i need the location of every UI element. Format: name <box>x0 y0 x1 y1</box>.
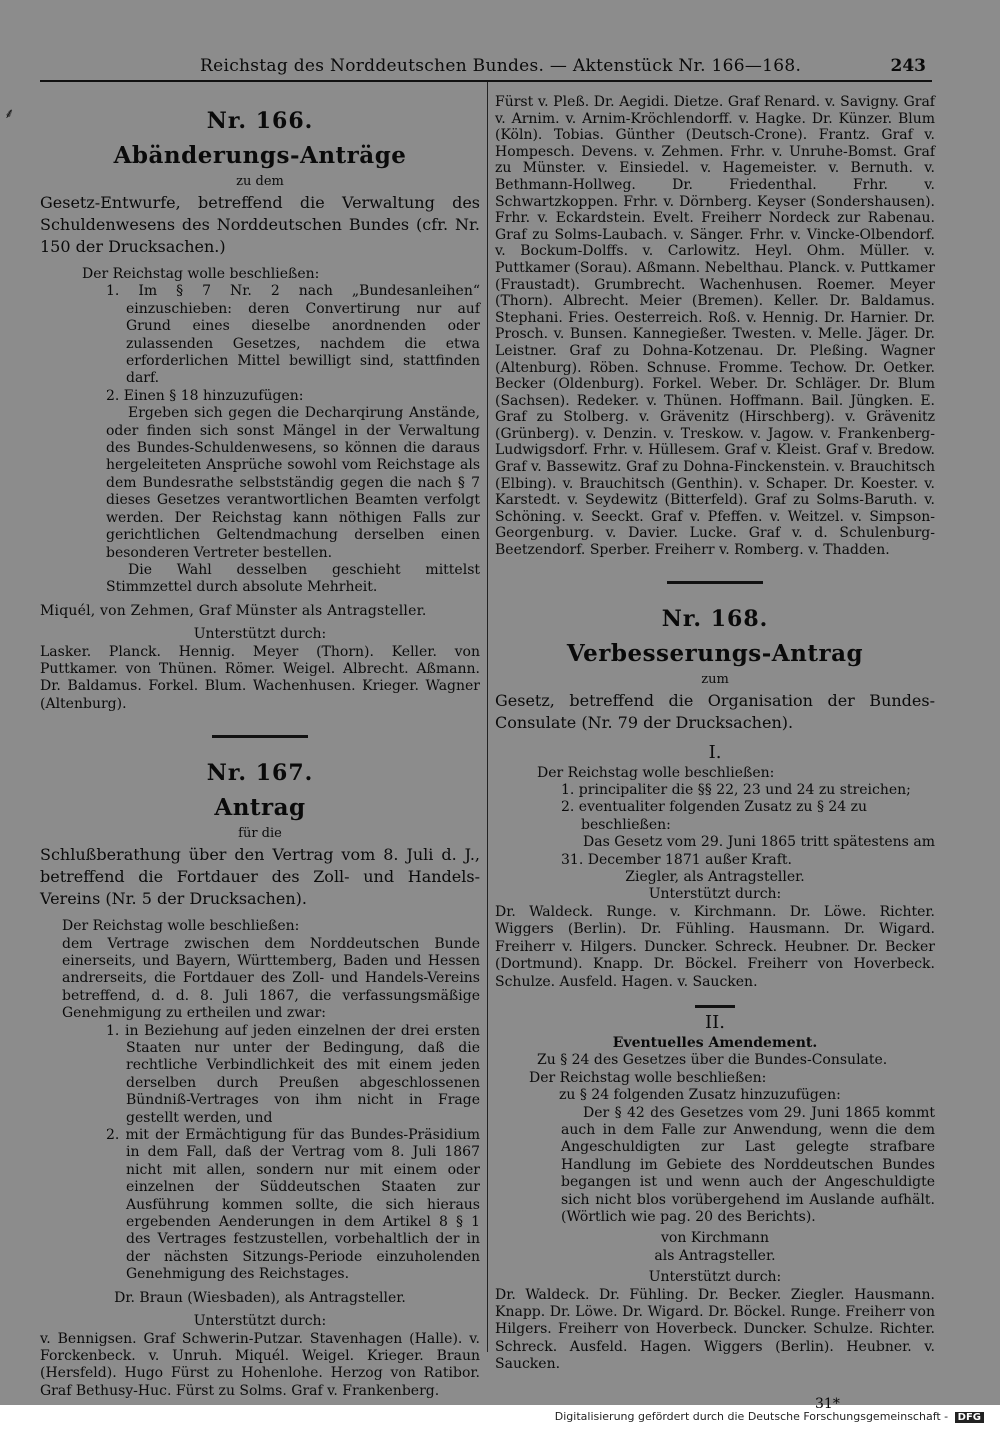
left-column <box>40 92 480 1400</box>
margin-mark-icon: ⸙ <box>4 106 15 122</box>
doc168-section-I: I. <box>708 741 722 763</box>
doc166-number: Nr. 166. <box>206 108 314 134</box>
doc166-subject: Gesetz-Entwurfe, betreffend die Verwaltung des Schuldenwesens des Norddeutschen Bundes (cfr. Nr. 150 der Drucksachen.) <box>40 193 480 256</box>
doc166-sub: zu dem <box>236 174 284 189</box>
dfg-logo: DFG <box>955 1412 984 1423</box>
doc167-supported-label: Unterstützt durch: <box>193 1313 327 1330</box>
doc167-body: dem Vertrage zwischen dem Norddeutschen Bunde einerseits, und Bayern, Württemberg, Baden und Hessen andrerseits, die Fortdauer des Zoll- und Handels-Vereins betreffend, d. d. 8. Juli 1867, die verfassungsmäßige Genehmigung zu ertheilen und zwar: <box>62 935 480 1022</box>
doc168-proposer-2b: als Antragsteller. <box>654 1247 776 1264</box>
doc166-paragraph: Ergeben sich gegen die Decharqirung Anstände, oder finden sich sonst Mängel in der Verwaltung des Bundes-Schuldenwesens, so können die daraus hergeleiteten Ansprüche sowohl vom Reichstage als dem Bundesrathe selbstständig gegen die nach § 7 dieses Gesetzes verantwortlichen Beamten verfolgt werden. Der Reichstag kann nöthigen Falls zur gerichtlichen Geltendmachung derselben einen besonderen Vertreter bestellen. <box>106 405 480 561</box>
doc167-subject: Schlußberathung über den Vertrag vom 8. Juli d. J., betreffend die Fortdauer des Zoll- und Handels-Vereins (Nr. 5 der Drucksachen). <box>40 845 480 909</box>
running-header <box>40 56 932 82</box>
doc168-number: Nr. 168. <box>661 605 769 632</box>
doc166-item-1: 1. Im § 7 Nr. 2 nach „Bundesanleihen“ einzuschieben: deren Convertirung nur auf Grund eines dieselbe anordnenden oder zulassenden Gesetzes, nachdem die etwa erforderlichen Mittel bewilligt sind, stattfinden darf. <box>106 283 480 387</box>
doc167-heading: Antrag <box>214 794 306 822</box>
doc167-item-2: 2. mit der Ermächtigung für das Bundes-Präsidium in dem Fall, daß der Vertrag vom 8. Juli 1867 nicht mit allen, sondern nur mit einem oder einzelnen der Süddeutschen Staaten zur Ausführung kommen sollte, die sich hieraus ergebenden Aenderungen in dem Artikel 8 § 1 des Vertrages festzustellen, vorbehaltlich der in der nächsten Sitzungs-Periode einzuholenden Genehmigung des Reichstages. <box>106 1127 480 1283</box>
doc168-item-2: 2. eventualiter folgenden Zusatz zu § 24 zu beschließen: <box>561 799 868 833</box>
doc168-supporters-2: Dr. Waldeck. Dr. Fühling. Dr. Becker. Ziegler. Hausmann. Knapp. Dr. Löwe. Dr. Wigard. Dr. Böckel. Runge. Freiherr von Hilgers. Freiherr von Hoverbeck. Duncker. Schulze. Richter. Schreck. Ausfeld. Hagen. Wiggers (Berlin). Heubner. v. Saucken. <box>495 1286 935 1373</box>
doc166-supported-label: Unterstützt durch: <box>193 626 327 643</box>
doc166-proposers: Miquél, von Zehmen, Graf Münster als Antragsteller. <box>40 602 427 619</box>
doc168-amendment-title: Eventuelles Amendement. <box>612 1034 818 1051</box>
doc166-intro: Der Reichstag wolle beschließen: <box>82 266 320 282</box>
doc166-supporters: Lasker. Planck. Hennig. Meyer (Thorn). Keller. von Puttkamer. von Thünen. Römer. Weigel. Albrecht. Aßmann. Dr. Baldamus. Forkel. Blum. Wachenhusen. Krieger. Wagner (Altenburg). <box>40 643 480 712</box>
doc167-item-1: 1. in Beziehung auf jeden einzelnen der drei ersten Staaten nur unter der Bedingung, daß die rechtliche Verbindlichkeit des mit einem jeden derselben durch Preußen abgeschlossenen Bündniß-Vertrages von ihm nicht in Frage gestellt werden, und <box>106 1022 480 1126</box>
doc168-supported-label-2: Unterstützt durch: <box>648 1269 782 1286</box>
doc168-item-1: 1. principaliter die §§ 22, 23 und 24 zu streichen; <box>561 782 911 799</box>
doc166-heading: Abänderungs-Anträge <box>113 142 407 169</box>
header-title: Reichstag des Norddeutschen Bundes. — Aktenstück Nr. 166—168. <box>200 56 802 76</box>
doc168-intro-2: Der Reichstag wolle beschließen: <box>529 1069 767 1086</box>
right-column <box>495 94 935 1412</box>
doc168-supporters: Dr. Waldeck. Runge. v. Kirchmann. Dr. Löwe. Richter. Wiggers (Berlin). Dr. Fühling. Hausmann. Dr. Wigard. Freiherr v. Hilgers. Duncker. Schreck. Heubner. Dr. Becker (Dortmund). Knapp. Dr. Böckel. Freiherr von Hoverbeck. Schulze. Ausfeld. Hagen. v. Saucken. <box>495 903 935 990</box>
doc167-supporters-continued: Fürst v. Pleß. Dr. Aegidi. Dietze. Graf Renard. v. Savigny. Graf v. Arnim. v. Arnim-Kröchlendorff. v. Hagke. Dr. Künzer. Blum (Köln). Tobias. Günther (Deutsch-Crone). Frantz. Graf v. Hompesch. Devens. v. Zehmen. Frhr. v. Unruhe-Bomst. Graf zu Münster. v. Einsiedel. v. Hagemeister. v. Bernuth. v. Bethmann-Hollweg. Dr. Friedenthal. Frhr. v. Schwartzkoppen. Frhr. v. Dörnberg. Keyser (Sondershausen). Frhr. v. Eckardstein. Evelt. Freiherr Nordeck zur Rabenau. Graf zu Solms-Laubach. v. Sänger. Frhr. v. Vincke-Olbendorf. v. Bockum-Dolffs. v. Carlowitz. Heyl. Ohm. Müller. v. Puttkamer (Sorau). Aßmann. Nebelthau. Planck. v. Puttkamer (Fraustadt). Grumbrecht. Wachenhusen. Roemer. Meyer (Thorn). Albrecht. Meier (Bremen). Keller. Dr. Baldamus. Stephani. Fries. Oesterreich. Roß. v. Hennig. Dr. Harnier. Dr. Prosch. v. Bunsen. Kannegießer. Twesten. v. Melle. Jäger. Dr. Leistner. Graf zu Dohna-Kotzenau. Dr. Pleßing. Wagner (Altenburg). Röben. Schnuse. Fromme. Techow. Dr. Oetker. Becker (Oldenburg). Forkel. Weber. Dr. Schläger. Dr. Blum (Sachsen). Redeker. v. Thünen. Hoffmann. Bail. Jüngken. E. Graf zu Stolberg. v. Grävenitz (Hirschberg). v. Grävenitz (Grünberg). v. Denzin. v. Treskow. v. Jagow. v. Frankenberg-Ludwigsdorf. Frhr. v. Hüllesem. Graf v. Kleist. Graf v. Bredow. Graf v. Bassewitz. Graf zu Dohna-Finckenstein. v. Brauchitsch (Elbing). v. Brauchitsch (Genthin). v. Schaper. Dr. Koester. v. Karstedt. v. Seydewitz (Bitterfeld). Graf zu Solms-Baruth. v. Schöning. v. Seeckt. Graf v. Pfeffen. v. Weitzel. v. Simpson-Georgenburg. v. Davier. Lucke. Graf v. d. Schulenburg-Beetzendorf. Sperber. Freiherr v. Romberg. v. Thadden. <box>495 94 935 559</box>
doc167-sub: für die <box>238 826 282 842</box>
doc168-proposer: Ziegler, als Antragsteller. <box>625 869 805 886</box>
doc168-section-II: II. <box>705 1011 725 1033</box>
doc168-zusatz: zu § 24 folgenden Zusatz hinzuzufügen: <box>559 1087 841 1104</box>
separator-rule <box>695 1005 735 1008</box>
doc166-item-2: 2. Einen § 18 hinzuzufügen: <box>106 387 304 404</box>
doc168-proposer-2a: von Kirchmann <box>661 1230 769 1247</box>
digitization-footer <box>555 1410 984 1423</box>
doc168-quote: Das Gesetz vom 29. Juni 1865 tritt spätestens am 31. December 1871 außer Kraft. <box>561 834 935 868</box>
sheet-number: 31* <box>815 1395 840 1412</box>
footer-text: Digitalisierung gefördert durch die Deutsche Forschungsgemeinschaft - <box>554 1410 949 1423</box>
page-number: 243 <box>890 56 926 76</box>
doc167-number: Nr. 167. <box>206 760 314 787</box>
doc168-supported-label: Unterstützt durch: <box>648 886 782 903</box>
doc168-amendment-intro: Zu § 24 des Gesetzes über die Bundes-Consulate. <box>537 1052 888 1069</box>
doc168-heading: Verbesserungs-Antrag <box>566 639 864 667</box>
doc168-subject: Gesetz, betreffend die Organisation der Bundes-Consulate (Nr. 79 der Drucksachen). <box>495 690 935 732</box>
doc167-supporters: v. Bennigsen. Graf Schwerin-Putzar. Stavenhagen (Halle). v. Forckenbeck. v. Unruh. Miquél. Weigel. Krieger. Braun (Hersfeld). Hugo Fürst zu Hohenlohe. Herzog von Ratibor. Graf Bethusy-Huc. Fürst zu Solms. Graf v. Frankenberg. <box>40 1330 480 1399</box>
doc168-intro: Der Reichstag wolle beschließen: <box>537 764 775 781</box>
separator-rule <box>212 735 308 738</box>
doc168-quote-2: Der § 42 des Gesetzes vom 29. Juni 1865 kommt auch in dem Falle zur Anwendung, wenn die dem Angeschuldigten zur Last gelegte strafbare Handlung im Gebiete des Norddeutschen Bundes begangen ist und wenn auch der Angeschuldigte sich nicht blos vorübergehend im Auslande aufhält. (Wörtlich wie pag. 20 des Berichts). <box>561 1104 935 1225</box>
doc166-paragraph-2: Die Wahl desselben geschieht mittelst Stimmzettel durch absolute Mehrheit. <box>106 561 480 596</box>
separator-rule <box>667 581 763 584</box>
column-divider <box>487 82 488 1352</box>
doc168-sub: zum <box>701 671 729 687</box>
doc167-intro: Der Reichstag wolle beschließen: <box>62 918 300 935</box>
doc167-proposer: Dr. Braun (Wiesbaden), als Antragsteller. <box>114 1289 406 1306</box>
